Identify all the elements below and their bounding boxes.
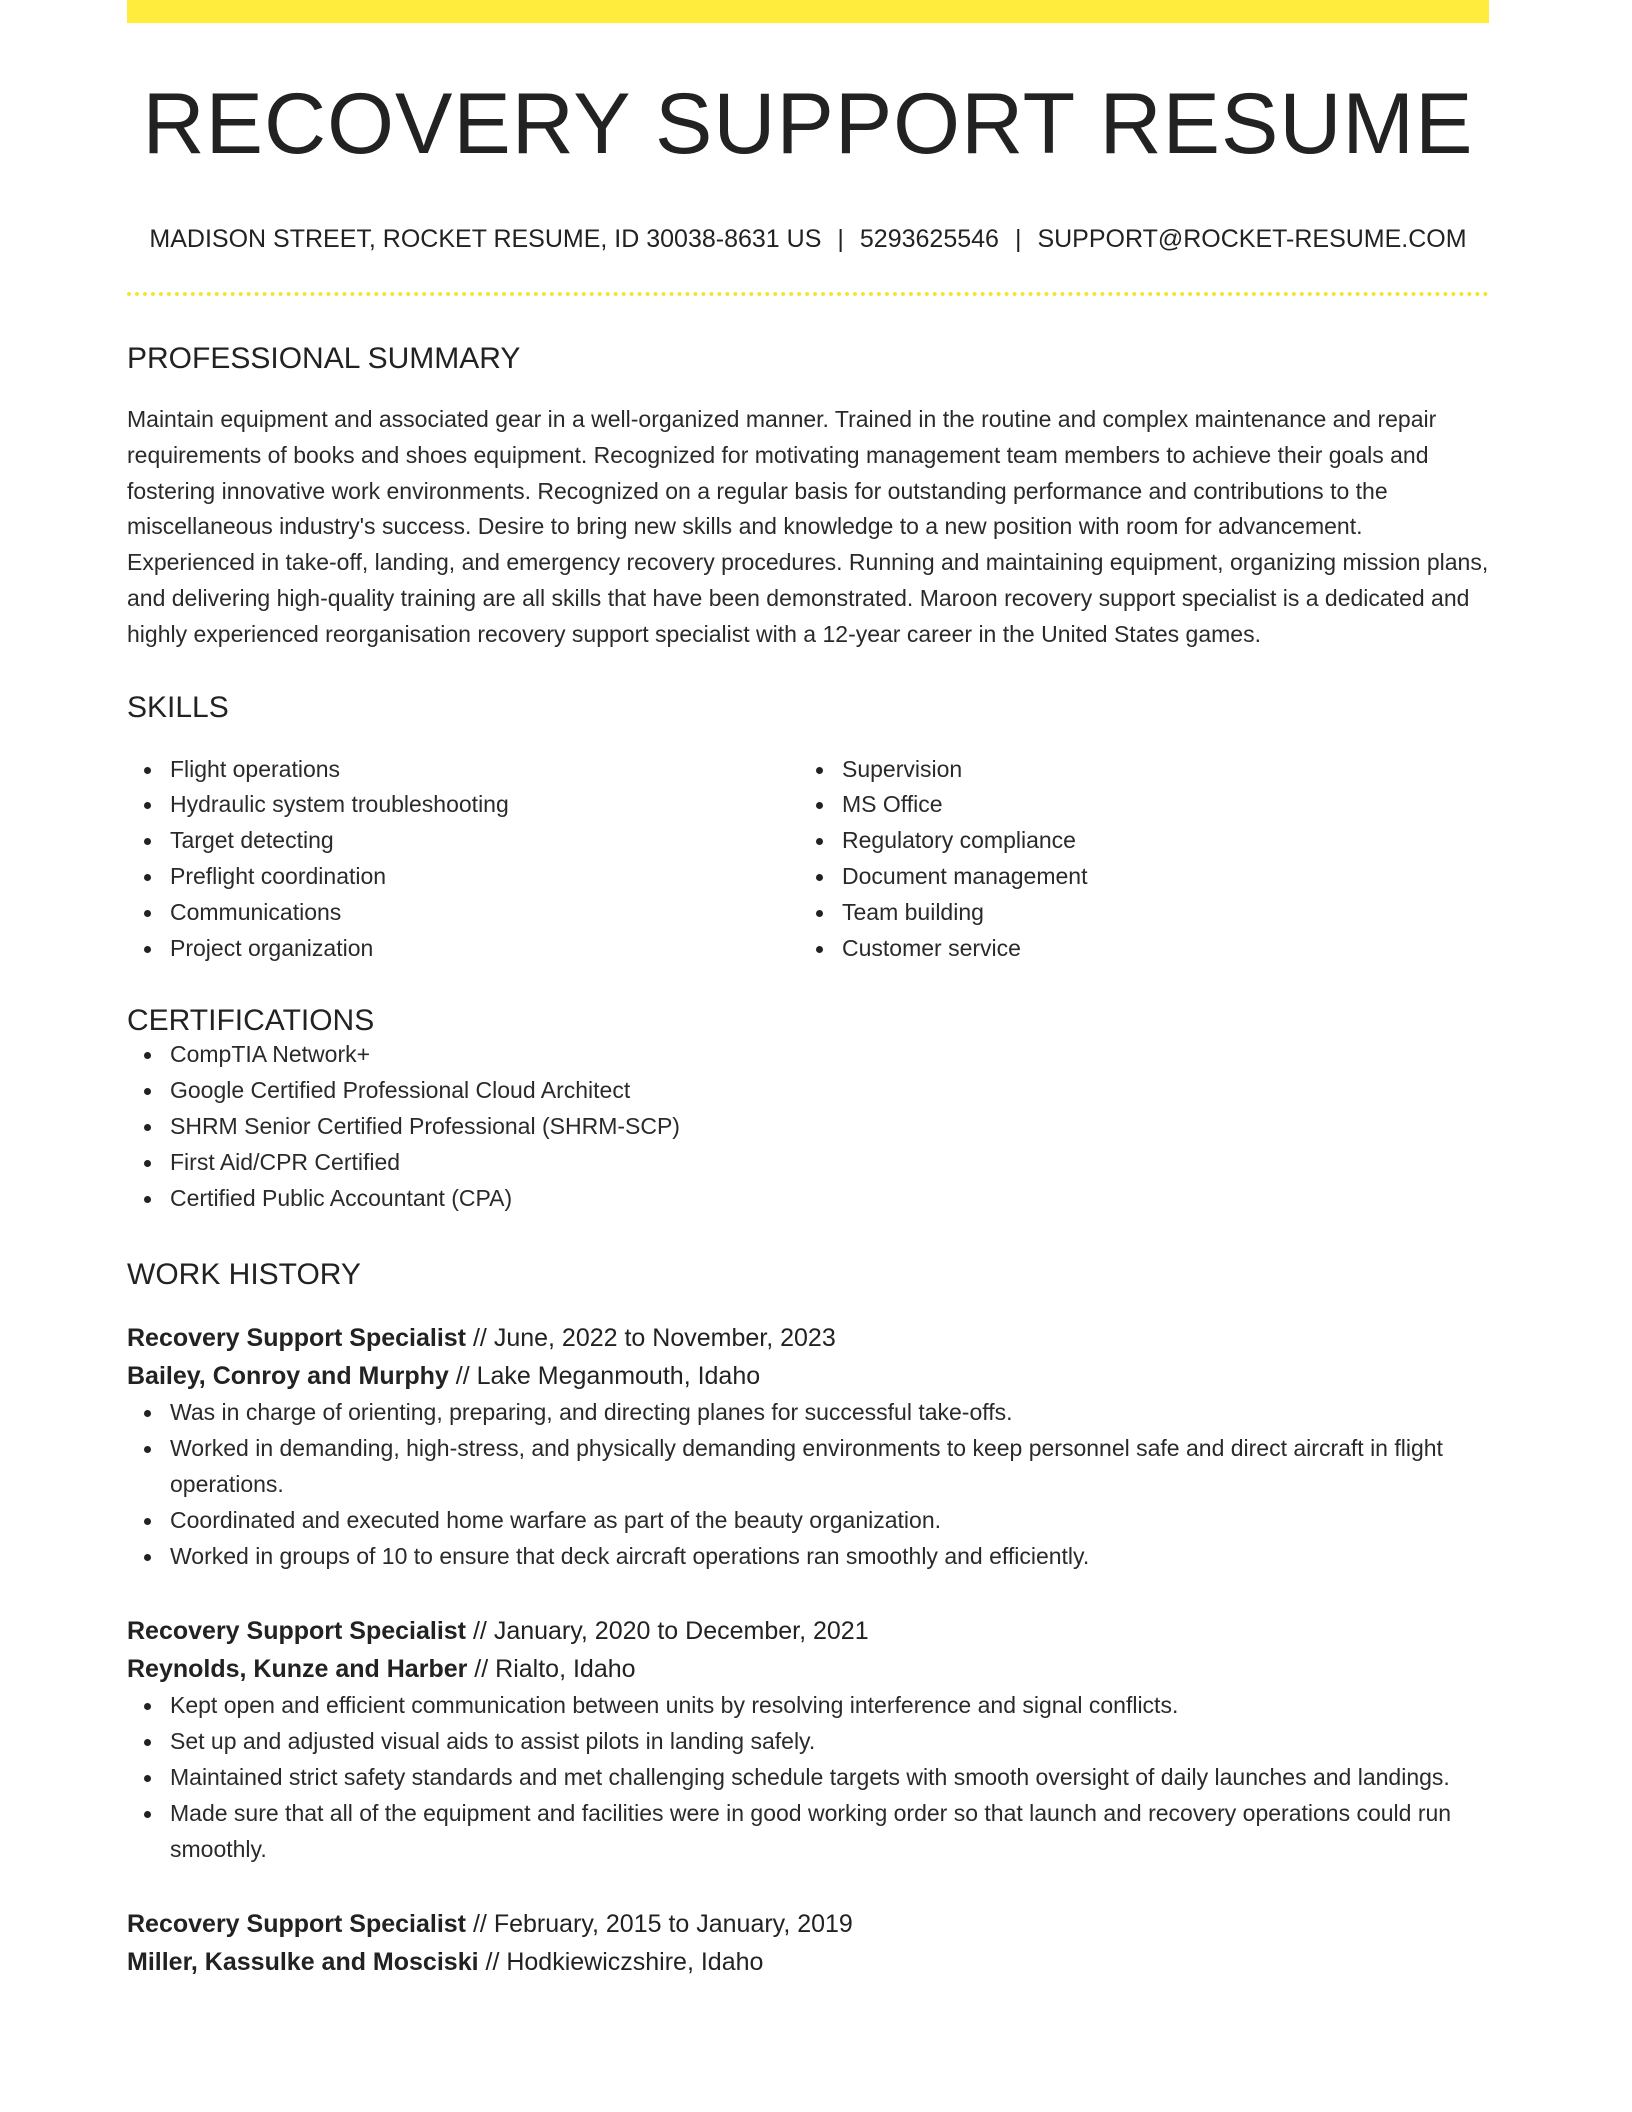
job-role-line (127, 1905, 1489, 1943)
job-duty-item: Worked in demanding, high-stress, and physically demanding environments to keep personnel safe and direct aircraft in flight operations. (170, 1431, 1489, 1503)
job-duty-item: Worked in groups of 10 to ensure that deck aircraft operations ran smoothly and efficiently. (170, 1539, 1489, 1575)
dotted-divider (127, 292, 1489, 296)
contact-separator: | (837, 225, 844, 253)
section-title-skills: SKILLS (127, 690, 229, 724)
top-accent-bar (127, 0, 1489, 23)
section-title-summary: PROFESSIONAL SUMMARY (127, 342, 521, 375)
job-dates: January, 2020 to December, 2021 (493, 1617, 869, 1646)
contact-email: SUPPORT@ROCKET-RESUME.COM (1037, 225, 1467, 253)
job-separator: // (466, 1324, 494, 1353)
summary-paragraph: Maintain equipment and associated gear in a well-organized manner. Trained in the routine and complex maintenance and repair requirements of books and shoes equipment. Recognized for motivating management team members to achieve their goals and fostering innovative work environments. Recognized on a regular basis for outstanding performance and contributions to the miscellaneous industry's success. Desire to bring new skills and knowledge to a new position with room for advancement. Experienced in take-off, landing, and emergency recovery procedures. Running and maintaining equipment, organizing mission plans, and delivering high-quality training are all skills that have been demonstrated. Maroon recovery support specialist is a dedicated and highly experienced reorganisation recovery support specialist with a 12-year career in the United States games. (127, 406, 1489, 647)
job-role: Recovery Support Specialist (127, 1324, 467, 1353)
job-duty-item: Coordinated and executed home warfare as part of the beauty organization. (170, 1503, 1489, 1539)
contact-address: MADISON STREET, ROCKET RESUME, ID 30038-8631 US (149, 225, 822, 253)
job-separator: // (466, 1617, 494, 1646)
contact-separator: | (1014, 225, 1022, 253)
job-entry (127, 1612, 1489, 1867)
certification-item: SHRM Senior Certified Professional (SHRM-SCP) (170, 1109, 1489, 1145)
certification-item: Google Certified Professional Cloud Architect (170, 1073, 1489, 1109)
resume-title: RECOVERY SUPPORT RESUME (142, 76, 1474, 172)
job-location: Lake Meganmouth, Idaho (476, 1362, 761, 1391)
job-company-line (127, 1943, 1489, 1981)
job-duty-item: Set up and adjusted visual aids to assist pilots in landing safely. (170, 1724, 1489, 1760)
job-company: Miller, Kassulke and Mosciski (127, 1948, 479, 1977)
skill-item: Regulatory compliance (842, 823, 1471, 859)
skill-item: Target detecting (170, 823, 799, 859)
skill-item: Team building (842, 895, 1471, 931)
certification-item: Certified Public Accountant (CPA) (170, 1181, 1489, 1217)
job-duty-item: Made sure that all of the equipment and facilities were in good working order so that launch and recovery operations could run smoothly. (170, 1796, 1489, 1868)
skills-grid (127, 752, 1489, 967)
skill-item: Customer service (842, 931, 1471, 967)
job-company-line (127, 1357, 1489, 1395)
job-company-line (127, 1650, 1489, 1688)
job-separator: // (466, 1910, 494, 1939)
job-duty-item: Was in charge of orienting, preparing, and directing planes for successful take-offs. (170, 1395, 1489, 1431)
job-duty-item: Maintained strict safety standards and met challenging schedule targets with smooth oversight of daily launches and landings. (170, 1760, 1489, 1796)
job-role: Recovery Support Specialist (127, 1617, 467, 1646)
job-company: Bailey, Conroy and Murphy (127, 1362, 449, 1391)
job-separator: // (448, 1362, 477, 1391)
skill-item: Project organization (170, 931, 799, 967)
skill-item: Supervision (842, 752, 1471, 788)
certification-item: CompTIA Network+ (170, 1037, 1489, 1073)
job-duty-item: Kept open and efficient communication between units by resolving interference and signal conflicts. (170, 1688, 1489, 1724)
section-title-certifications: CERTIFICATIONS (127, 1004, 375, 1038)
contact-phone: 5293625546 (859, 225, 999, 253)
section-title-work-history: WORK HISTORY (127, 1258, 361, 1292)
skill-item: Hydraulic system troubleshooting (170, 787, 799, 823)
certification-item: First Aid/CPR Certified (170, 1145, 1489, 1181)
job-entry (127, 1905, 1489, 1981)
skills-right-list (799, 752, 1471, 967)
job-location: Hodkiewiczshire, Idaho (506, 1948, 764, 1977)
job-duties-list (127, 1688, 1489, 1867)
skill-item: MS Office (842, 787, 1471, 823)
job-entry (127, 1319, 1489, 1574)
job-role-line (127, 1612, 1489, 1650)
job-dates: June, 2022 to November, 2023 (493, 1324, 836, 1353)
job-role: Recovery Support Specialist (127, 1910, 467, 1939)
skill-item: Flight operations (170, 752, 799, 788)
resume-page (127, 0, 1489, 1981)
job-separator: // (478, 1948, 507, 1977)
skills-left-list (127, 752, 799, 967)
job-company: Reynolds, Kunze and Harber (127, 1655, 468, 1684)
skill-item: Communications (170, 895, 799, 931)
job-dates: February, 2015 to January, 2019 (493, 1910, 853, 1939)
job-role-line (127, 1319, 1489, 1357)
contact-line (127, 224, 1489, 254)
job-location: Rialto, Idaho (495, 1655, 636, 1684)
certifications-list (127, 1037, 1489, 1216)
job-duties-list (127, 1395, 1489, 1574)
job-separator: // (467, 1655, 496, 1684)
skill-item: Document management (842, 859, 1471, 895)
skill-item: Preflight coordination (170, 859, 799, 895)
